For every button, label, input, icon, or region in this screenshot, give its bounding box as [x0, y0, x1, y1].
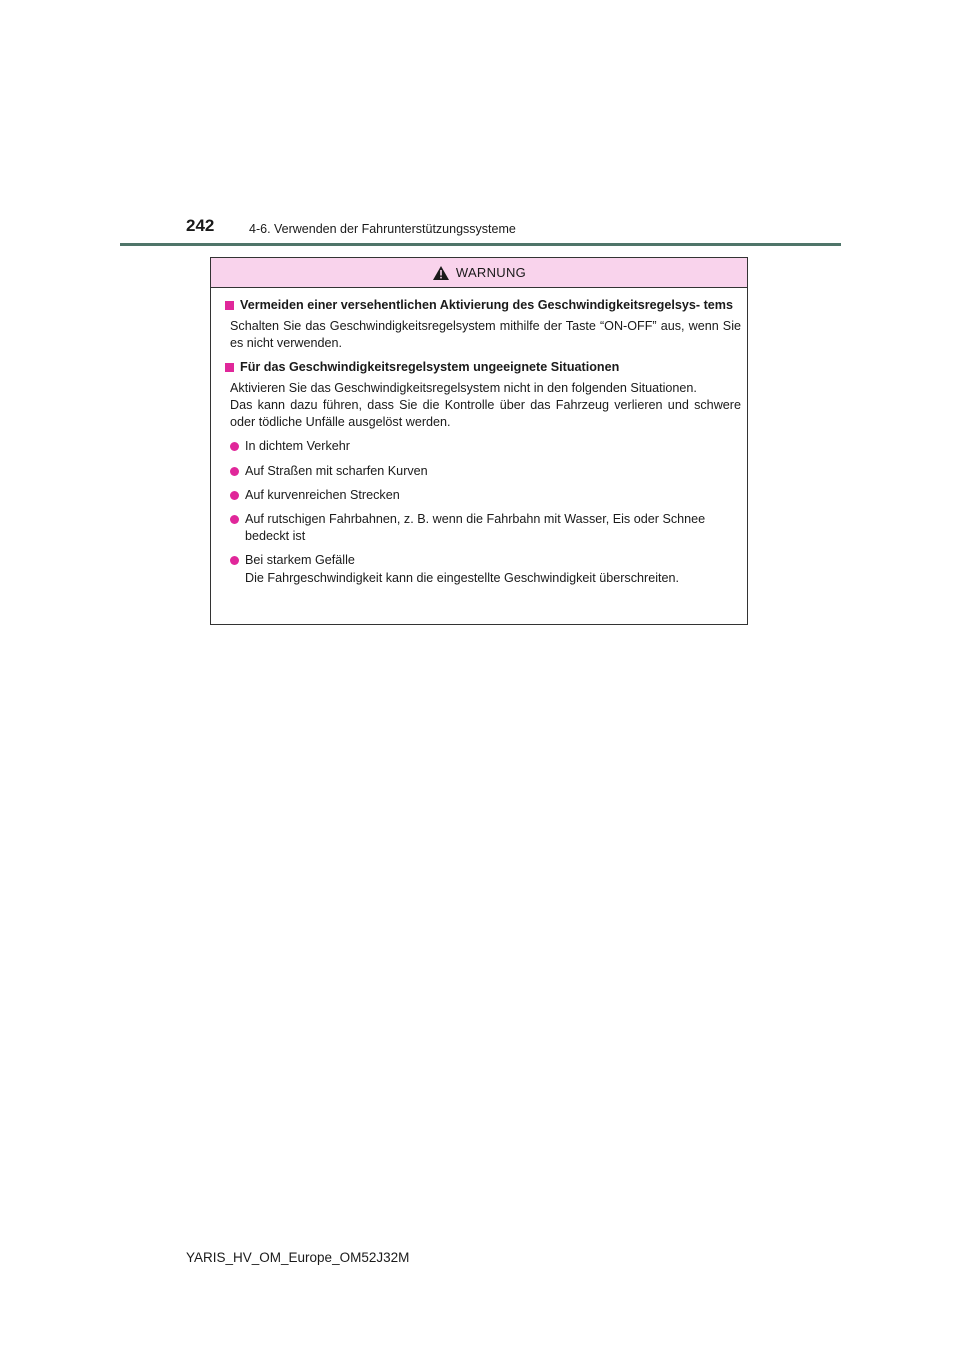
bullet-item [225, 511, 741, 545]
square-bullet-icon [225, 363, 234, 372]
bullet-text: In dichtem Verkehr [245, 439, 350, 454]
bullet-item [225, 552, 741, 586]
bullet-text: Auf rutschigen Fahrbahnen, z. B. wenn die Fahrbahn mit Wasser, Eis oder Schnee bedeckt ist [245, 512, 706, 544]
page-number: 242 [186, 216, 215, 235]
bullet-text: Auf kurvenreichen Strecken [245, 487, 400, 502]
circle-bullet-icon [230, 467, 239, 476]
warning-header [211, 258, 747, 288]
paragraph-line: Aktivieren Sie das Geschwindigkeitsregelsystem nicht in den folgenden Situationen. [230, 380, 697, 395]
circle-bullet-icon [230, 491, 239, 500]
bullet-line: Bei starkem Gefälle [245, 553, 355, 568]
document-code: YARIS_HV_OM_Europe_OM52J32M [186, 1250, 410, 1265]
paragraph [225, 380, 741, 432]
bullet-text [245, 552, 741, 586]
header-rule [120, 243, 841, 246]
section-heading [225, 359, 741, 376]
section-title: 4-6. Verwenden der Fahrunterstützungssysteme [249, 222, 516, 236]
warning-body [211, 288, 747, 587]
circle-bullet-icon [230, 442, 239, 451]
bullet-item [225, 463, 741, 480]
paragraph: Schalten Sie das Geschwindigkeitsregelsystem mithilfe der Taste “ON-OFF” aus, wenn Sie es nicht verwenden. [230, 319, 741, 351]
bullet-note: Die Fahrgeschwindigkeit kann die eingestellte Geschwindigkeit überschreiten. [245, 570, 680, 585]
section-heading [225, 297, 741, 314]
warning-triangle-icon [432, 265, 450, 281]
bullet-text: Auf Straßen mit scharfen Kurven [245, 463, 428, 478]
circle-bullet-icon [230, 556, 239, 565]
bullet-item [225, 487, 741, 504]
square-bullet-icon [225, 301, 234, 310]
paragraph-line: Das kann dazu führen, dass Sie die Kontrolle über das Fahrzeug verlieren und schwere oder tödliche Unfälle ausgelöst werden. [230, 398, 741, 430]
warning-box [210, 257, 748, 625]
warning-label: WARNUNG [455, 265, 527, 280]
bullet-item [225, 438, 741, 455]
heading-text: Vermeiden einer versehentlichen Aktivierung des Geschwindigkeitsregelsys- tems [240, 298, 733, 312]
circle-bullet-icon [230, 515, 239, 524]
heading-text: Für das Geschwindigkeitsregelsystem ungeeignete Situationen [240, 359, 620, 374]
